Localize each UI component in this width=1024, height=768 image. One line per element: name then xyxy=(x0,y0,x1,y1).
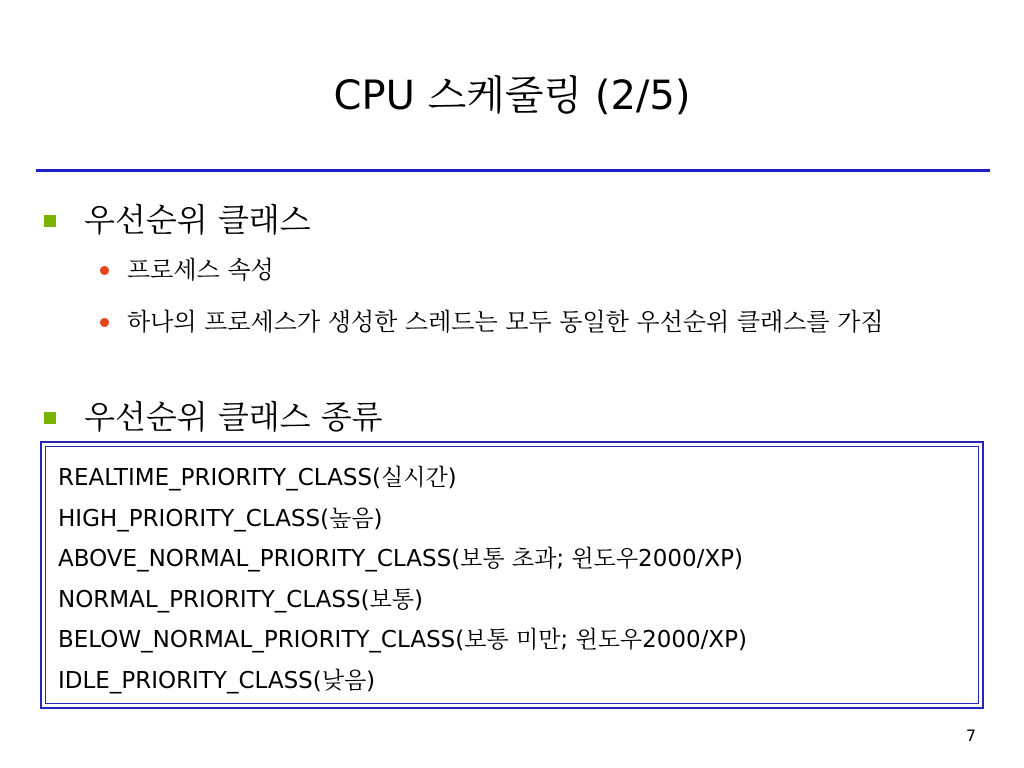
priority-class-item: BELOW_NORMAL_PRIORITY_CLASS(보통 미만; 윈도우2000/XP) xyxy=(58,627,748,653)
slide-title: CPU 스케줄링 (2/5) xyxy=(333,73,691,119)
priority-class-item: NORMAL_PRIORITY_CLASS(보통) xyxy=(58,586,423,613)
priority-class-item: HIGH_PRIORITY_CLASS(높음) xyxy=(58,505,383,532)
subbullet-text: 프로세스 속성 xyxy=(127,256,274,284)
priority-class-list xyxy=(45,446,979,704)
subbullet-thread-priority xyxy=(100,303,947,341)
bullet-heading: 우선순위 클래스 종류 xyxy=(84,398,383,436)
priority-class-item: ABOVE_NORMAL_PRIORITY_CLASS(보통 초과; 윈도우2000/XP) xyxy=(58,546,743,572)
subbullet-text: 하나의 프로세스가 생성한 스레드는 모두 동일한 우선순위 클래스를 가짐 xyxy=(127,308,884,336)
subbullet-process-attribute xyxy=(100,251,947,289)
page-number: 7 xyxy=(965,726,976,745)
round-bullet-icon xyxy=(100,318,109,327)
square-bullet-icon xyxy=(44,215,56,227)
bullet-priority-class-types xyxy=(44,396,383,438)
bullet-heading: 우선순위 클래스 xyxy=(84,201,311,239)
square-bullet-icon xyxy=(44,412,56,424)
round-bullet-icon xyxy=(100,266,109,275)
priority-class-item: IDLE_PRIORITY_CLASS(낮음) xyxy=(58,667,376,694)
priority-class-list-box xyxy=(40,441,984,709)
priority-class-item: REALTIME_PRIORITY_CLASS(실시간) xyxy=(58,465,457,491)
title-divider xyxy=(36,169,990,172)
bullet-priority-class xyxy=(44,199,311,241)
